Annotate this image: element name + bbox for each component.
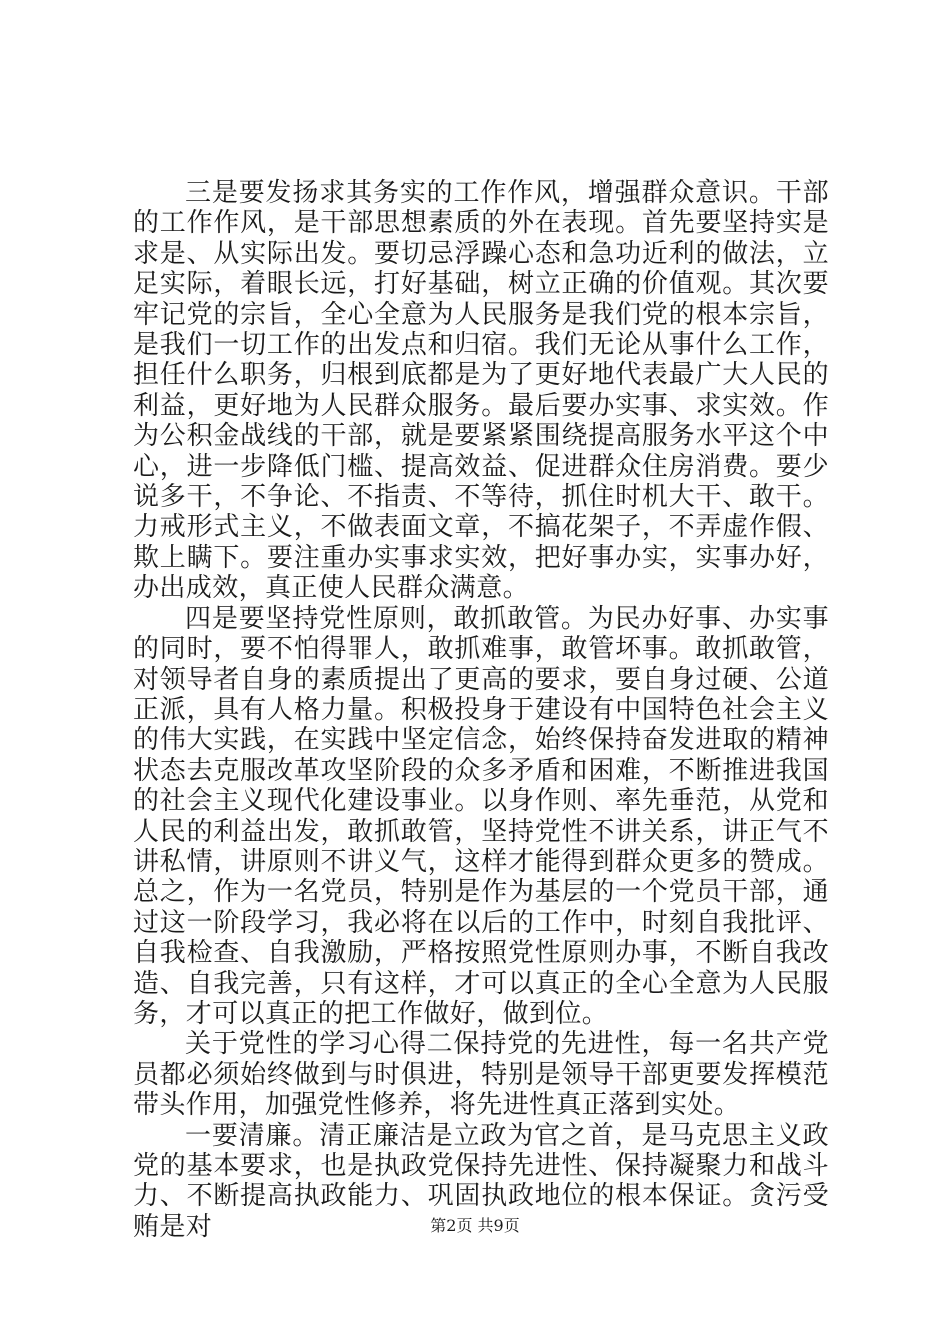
page-footer: 第2页 共9页 (430, 1216, 520, 1235)
body-text (133, 178, 829, 1242)
paragraph: 一要清廉。清正廉洁是立政为官之首，是马克思主义政党的基本要求，也是执政党保持先进性、保持凝聚力和战斗力、不断提高执政能力、巩固执政地位的根本保证。贪污受贿是对 (133, 1120, 829, 1242)
paragraph: 关于党性的学习心得二保持党的先进性，每一名共产党员都必须始终做到与时俱进，特别是领导干部更要发挥模范带头作用，加强党性修养，将先进性真正落到实处。 (133, 1029, 829, 1121)
paragraph: 四是要坚持党性原则，敢抓敢管。为民办好事、办实事的同时，要不怕得罪人，敢抓难事，敢管坏事。敢抓敢管，对领导者自身的素质提出了更高的要求，要自身过硬、公道正派，具有人格力量。积极投身于建设有中国特色社会主义的伟大实践，在实践中坚定信念，始终保持奋发进取的精神状态去克服改革攻坚阶段的众多矛盾和困难，不断推进我国的社会主义现代化建设事业。以身作则、率先垂范，从党和人民的利益出发，敢抓敢管，坚持党性不讲关系，讲正气不讲私情，讲原则不讲义气，这样才能得到群众更多的赞成。总之，作为一名党员，特别是作为基层的一个党员干部，通过这一阶段学习，我必将在以后的工作中，时刻自我批评、自我检查、自我激励，严格按照党性原则办事，不断自我改造、自我完善，只有这样，才可以真正的全心全意为人民服务，才可以真正的把工作做好，做到位。 (133, 603, 829, 1029)
paragraph: 三是要发扬求其务实的工作作风，增强群众意识。干部的工作作风，是干部思想素质的外在表现。首先要坚持实是求是、从实际出发。要切忌浮躁心态和急功近利的做法，立足实际，着眼长远，打好基础，树立正确的价值观。其次要牢记党的宗旨，全心全意为人民服务是我们党的根本宗旨，是我们一切工作的出发点和归宿。我们无论从事什么工作，担任什么职务，归根到底都是为了更好地代表最广大人民的利益，更好地为人民群众服务。最后要办实事、求实效。作为公积金战线的干部，就是要紧紧围绕提高服务水平这个中心，进一步降低门槛、提高效益、促进群众住房消费。要少说多干，不争论、不指责、不等待，抓住时机大干、敢干。力戒形式主义，不做表面文章，不搞花架子，不弄虚作假、欺上瞒下。要注重办实事求实效，把好事办实，实事办好，办出成效，真正使人民群众满意。 (133, 178, 829, 604)
